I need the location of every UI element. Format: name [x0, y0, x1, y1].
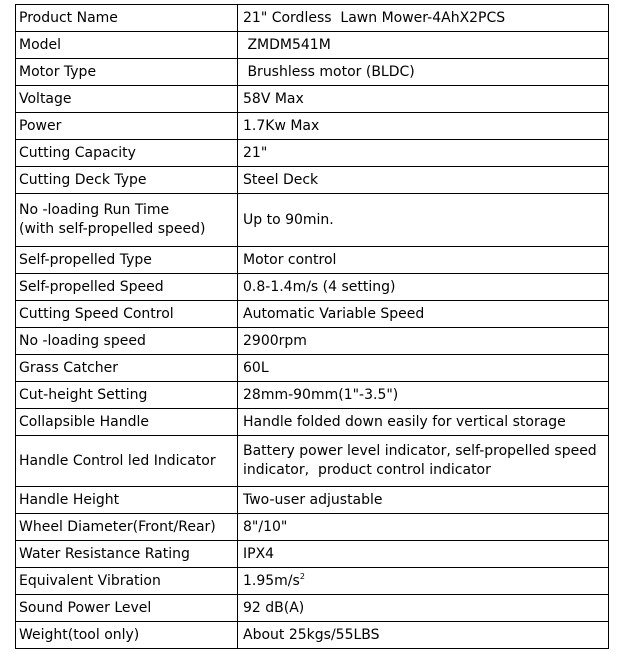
- spec-label: Weight(tool only): [16, 622, 238, 649]
- table-row: [16, 167, 609, 194]
- spec-label: Motor Type: [16, 59, 238, 86]
- spec-label: Cutting Capacity: [16, 140, 238, 167]
- spec-label: No -loading Run Time (with self-propelled speed): [16, 194, 238, 247]
- spec-label: Self-propelled Speed: [16, 274, 238, 301]
- table-row: [16, 301, 609, 328]
- spec-value: Up to 90min.: [238, 194, 609, 247]
- table-row: [16, 194, 609, 247]
- spec-label: Grass Catcher: [16, 355, 238, 382]
- table-row: [16, 328, 609, 355]
- spec-value: 21" Cordless Lawn Mower-4AhX2PCS: [238, 5, 609, 32]
- spec-label: Sound Power Level: [16, 595, 238, 622]
- table-row: [16, 382, 609, 409]
- table-row: [16, 32, 609, 59]
- spec-label: Cutting Deck Type: [16, 167, 238, 194]
- spec-value: About 25kgs/55LBS: [238, 622, 609, 649]
- spec-value: Handle folded down easily for vertical storage: [238, 409, 609, 436]
- table-row: [16, 140, 609, 167]
- spec-value: Battery power level indicator, self-propelled speed indicator, product control indicator: [238, 436, 609, 487]
- spec-label: Model: [16, 32, 238, 59]
- spec-value: Steel Deck: [238, 167, 609, 194]
- table-row: [16, 541, 609, 568]
- spec-value: 0.8-1.4m/s (4 setting): [238, 274, 609, 301]
- table-row: [16, 86, 609, 113]
- spec-label: Product Name: [16, 5, 238, 32]
- table-row: [16, 514, 609, 541]
- spec-label: Power: [16, 113, 238, 140]
- spec-label: Self-propelled Type: [16, 247, 238, 274]
- spec-label: No -loading speed: [16, 328, 238, 355]
- spec-label: Equivalent Vibration: [16, 568, 238, 595]
- superscript-exponent: 2: [299, 571, 305, 581]
- table-row: [16, 355, 609, 382]
- spec-value: ZMDM541M: [238, 32, 609, 59]
- spec-value: IPX4: [238, 541, 609, 568]
- spec-value: 8"/10": [238, 514, 609, 541]
- spec-value: Two-user adjustable: [238, 487, 609, 514]
- spec-value: 21": [238, 140, 609, 167]
- table-row: [16, 595, 609, 622]
- spec-label: Cut-height Setting: [16, 382, 238, 409]
- spec-label: Collapsible Handle: [16, 409, 238, 436]
- table-row: [16, 568, 609, 595]
- spec-value: 28mm-90mm(1"-3.5"): [238, 382, 609, 409]
- table-row: [16, 5, 609, 32]
- table-row: [16, 113, 609, 140]
- spec-label: Water Resistance Rating: [16, 541, 238, 568]
- table-row: [16, 247, 609, 274]
- spec-value: 92 dB(A): [238, 595, 609, 622]
- spec-value: 1.7Kw Max: [238, 113, 609, 140]
- spec-value-cell: [238, 568, 609, 595]
- spec-value: 1.95m/s: [243, 572, 300, 589]
- table-row: [16, 59, 609, 86]
- table-row: [16, 274, 609, 301]
- spec-label: Handle Control led Indicator: [16, 436, 238, 487]
- spec-table: [15, 4, 609, 649]
- spec-label: Voltage: [16, 86, 238, 113]
- spec-value: 2900rpm: [238, 328, 609, 355]
- table-row: [16, 409, 609, 436]
- spec-value: Brushless motor (BLDC): [238, 59, 609, 86]
- spec-label: Cutting Speed Control: [16, 301, 238, 328]
- spec-label: Wheel Diameter(Front/Rear): [16, 514, 238, 541]
- spec-value: Automatic Variable Speed: [238, 301, 609, 328]
- table-row: [16, 487, 609, 514]
- spec-value: Motor control: [238, 247, 609, 274]
- table-row: [16, 622, 609, 649]
- table-row: [16, 436, 609, 487]
- spec-label: Handle Height: [16, 487, 238, 514]
- spec-value: 60L: [238, 355, 609, 382]
- spec-value: 58V Max: [238, 86, 609, 113]
